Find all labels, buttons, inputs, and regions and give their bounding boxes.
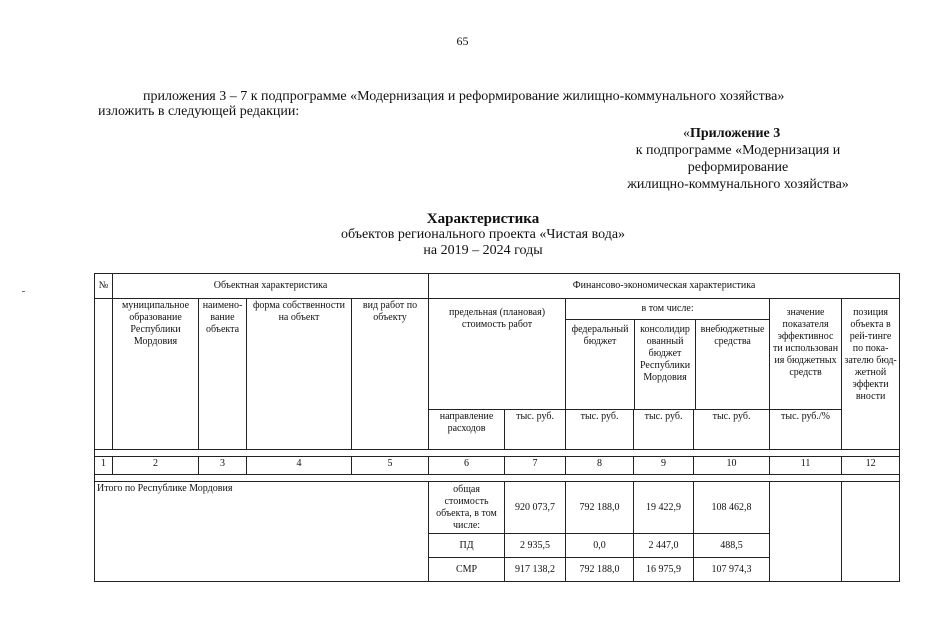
appendix-line-2: к подпрограмме «Модернизация и <box>635 143 841 158</box>
header-consolidated: консолидир ованный бюджет Республики Мордовия <box>635 320 696 409</box>
separator-row <box>95 450 900 457</box>
appendix-prefix: « <box>683 126 690 141</box>
total-label: Итого по Республике Мордовия <box>95 482 429 582</box>
col-number: 7 <box>505 457 566 475</box>
row-federal: 792 188,0 <box>566 558 634 582</box>
header-including: в том числе: <box>566 299 769 320</box>
col-number: 9 <box>634 457 694 475</box>
title-line-1: Характеристика <box>426 211 540 227</box>
header-number-blank <box>95 299 113 450</box>
row-position <box>842 482 900 582</box>
appendix-title: Приложение 3 <box>690 126 781 141</box>
header-financial-characteristic: Финансово-экономическая характеристика <box>429 274 900 299</box>
header-row-1 <box>95 274 900 299</box>
header-extrabudget: внебюджетные средства <box>700 324 765 347</box>
header-federal: федеральный бюджет <box>566 320 635 409</box>
header-budget-split <box>566 320 769 409</box>
col-number: 10 <box>694 457 770 475</box>
unit-consolidated: тыс. руб. <box>634 410 694 450</box>
header-municipal: муниципальное образование Республики Мордовия <box>113 299 199 450</box>
column-numbers-row <box>95 457 900 475</box>
appendix-line-4: жилищно-коммунального хозяйства» <box>627 177 849 192</box>
header-row-2 <box>95 299 900 410</box>
row-cost: 2 935,5 <box>505 534 566 558</box>
page-number: 65 <box>456 34 469 48</box>
document-title <box>0 211 925 259</box>
col-number: 3 <box>199 457 247 475</box>
header-max-cost: предельная (плановая) стоимость работ <box>429 299 566 410</box>
row-consolidated: 16 975,9 <box>634 558 694 582</box>
unit-cost: тыс. руб. <box>505 410 566 450</box>
title-line-2: объектов регионального проекта «Чистая вода» <box>340 227 626 242</box>
row-cost: 917 138,2 <box>505 558 566 582</box>
header-efficiency: значение показателя эффективнос ти использован ия бюджетных средств <box>770 299 842 410</box>
intro-line-2: изложить в следующей редакции: <box>98 104 300 119</box>
row-extrabudget: 107 974,3 <box>694 558 770 582</box>
col-number: 8 <box>566 457 634 475</box>
col-number: 1 <box>95 457 113 475</box>
appendix-header <box>560 125 916 193</box>
scan-speck <box>22 291 25 292</box>
separator-row <box>95 475 900 482</box>
header-work-type: вид работ по объекту <box>352 299 429 450</box>
row-extrabudget: 108 462,8 <box>694 482 770 534</box>
unit-extrabudget: тыс. руб. <box>694 410 770 450</box>
appendix-title-line <box>560 125 916 142</box>
header-including-group <box>566 299 770 410</box>
row-extrabudget: 488,5 <box>694 534 770 558</box>
header-object-name: наимено-вание объекта <box>199 299 247 450</box>
col-number: 11 <box>770 457 842 475</box>
header-position: позиция объекта в рей-тинге по пока-зателю бюд-жетной эффекти вности <box>842 299 900 450</box>
row-direction: ПД <box>429 534 505 558</box>
header-number: № <box>95 274 113 299</box>
row-efficiency <box>770 482 842 582</box>
title-line-3: на 2019 – 2024 годы <box>423 243 543 258</box>
col-number: 4 <box>247 457 352 475</box>
characteristics-table <box>94 273 900 582</box>
col-number: 2 <box>113 457 199 475</box>
unit-efficiency: тыс. руб./% <box>770 410 842 450</box>
col-number: 12 <box>842 457 900 475</box>
row-direction: общая стоимость объекта, в том числе: <box>429 482 505 534</box>
row-cost: 920 073,7 <box>505 482 566 534</box>
header-ownership: форма собственности на объект <box>247 299 352 450</box>
row-direction: СМР <box>429 558 505 582</box>
row-consolidated: 19 422,9 <box>634 482 694 534</box>
header-object-characteristic: Объектная характеристика <box>113 274 429 299</box>
unit-federal: тыс. руб. <box>566 410 634 450</box>
col-number: 5 <box>352 457 429 475</box>
row-federal: 792 188,0 <box>566 482 634 534</box>
intro-line-1: приложения 3 – 7 к подпрограмме «Модернизация и реформирование жилищно-коммунального хозяйства» <box>143 89 785 104</box>
col-number: 6 <box>429 457 505 475</box>
header-direction: направление расходов <box>429 410 505 450</box>
appendix-line-3: реформирование <box>687 160 789 175</box>
row-federal: 0,0 <box>566 534 634 558</box>
table-row <box>95 482 900 534</box>
row-consolidated: 2 447,0 <box>634 534 694 558</box>
